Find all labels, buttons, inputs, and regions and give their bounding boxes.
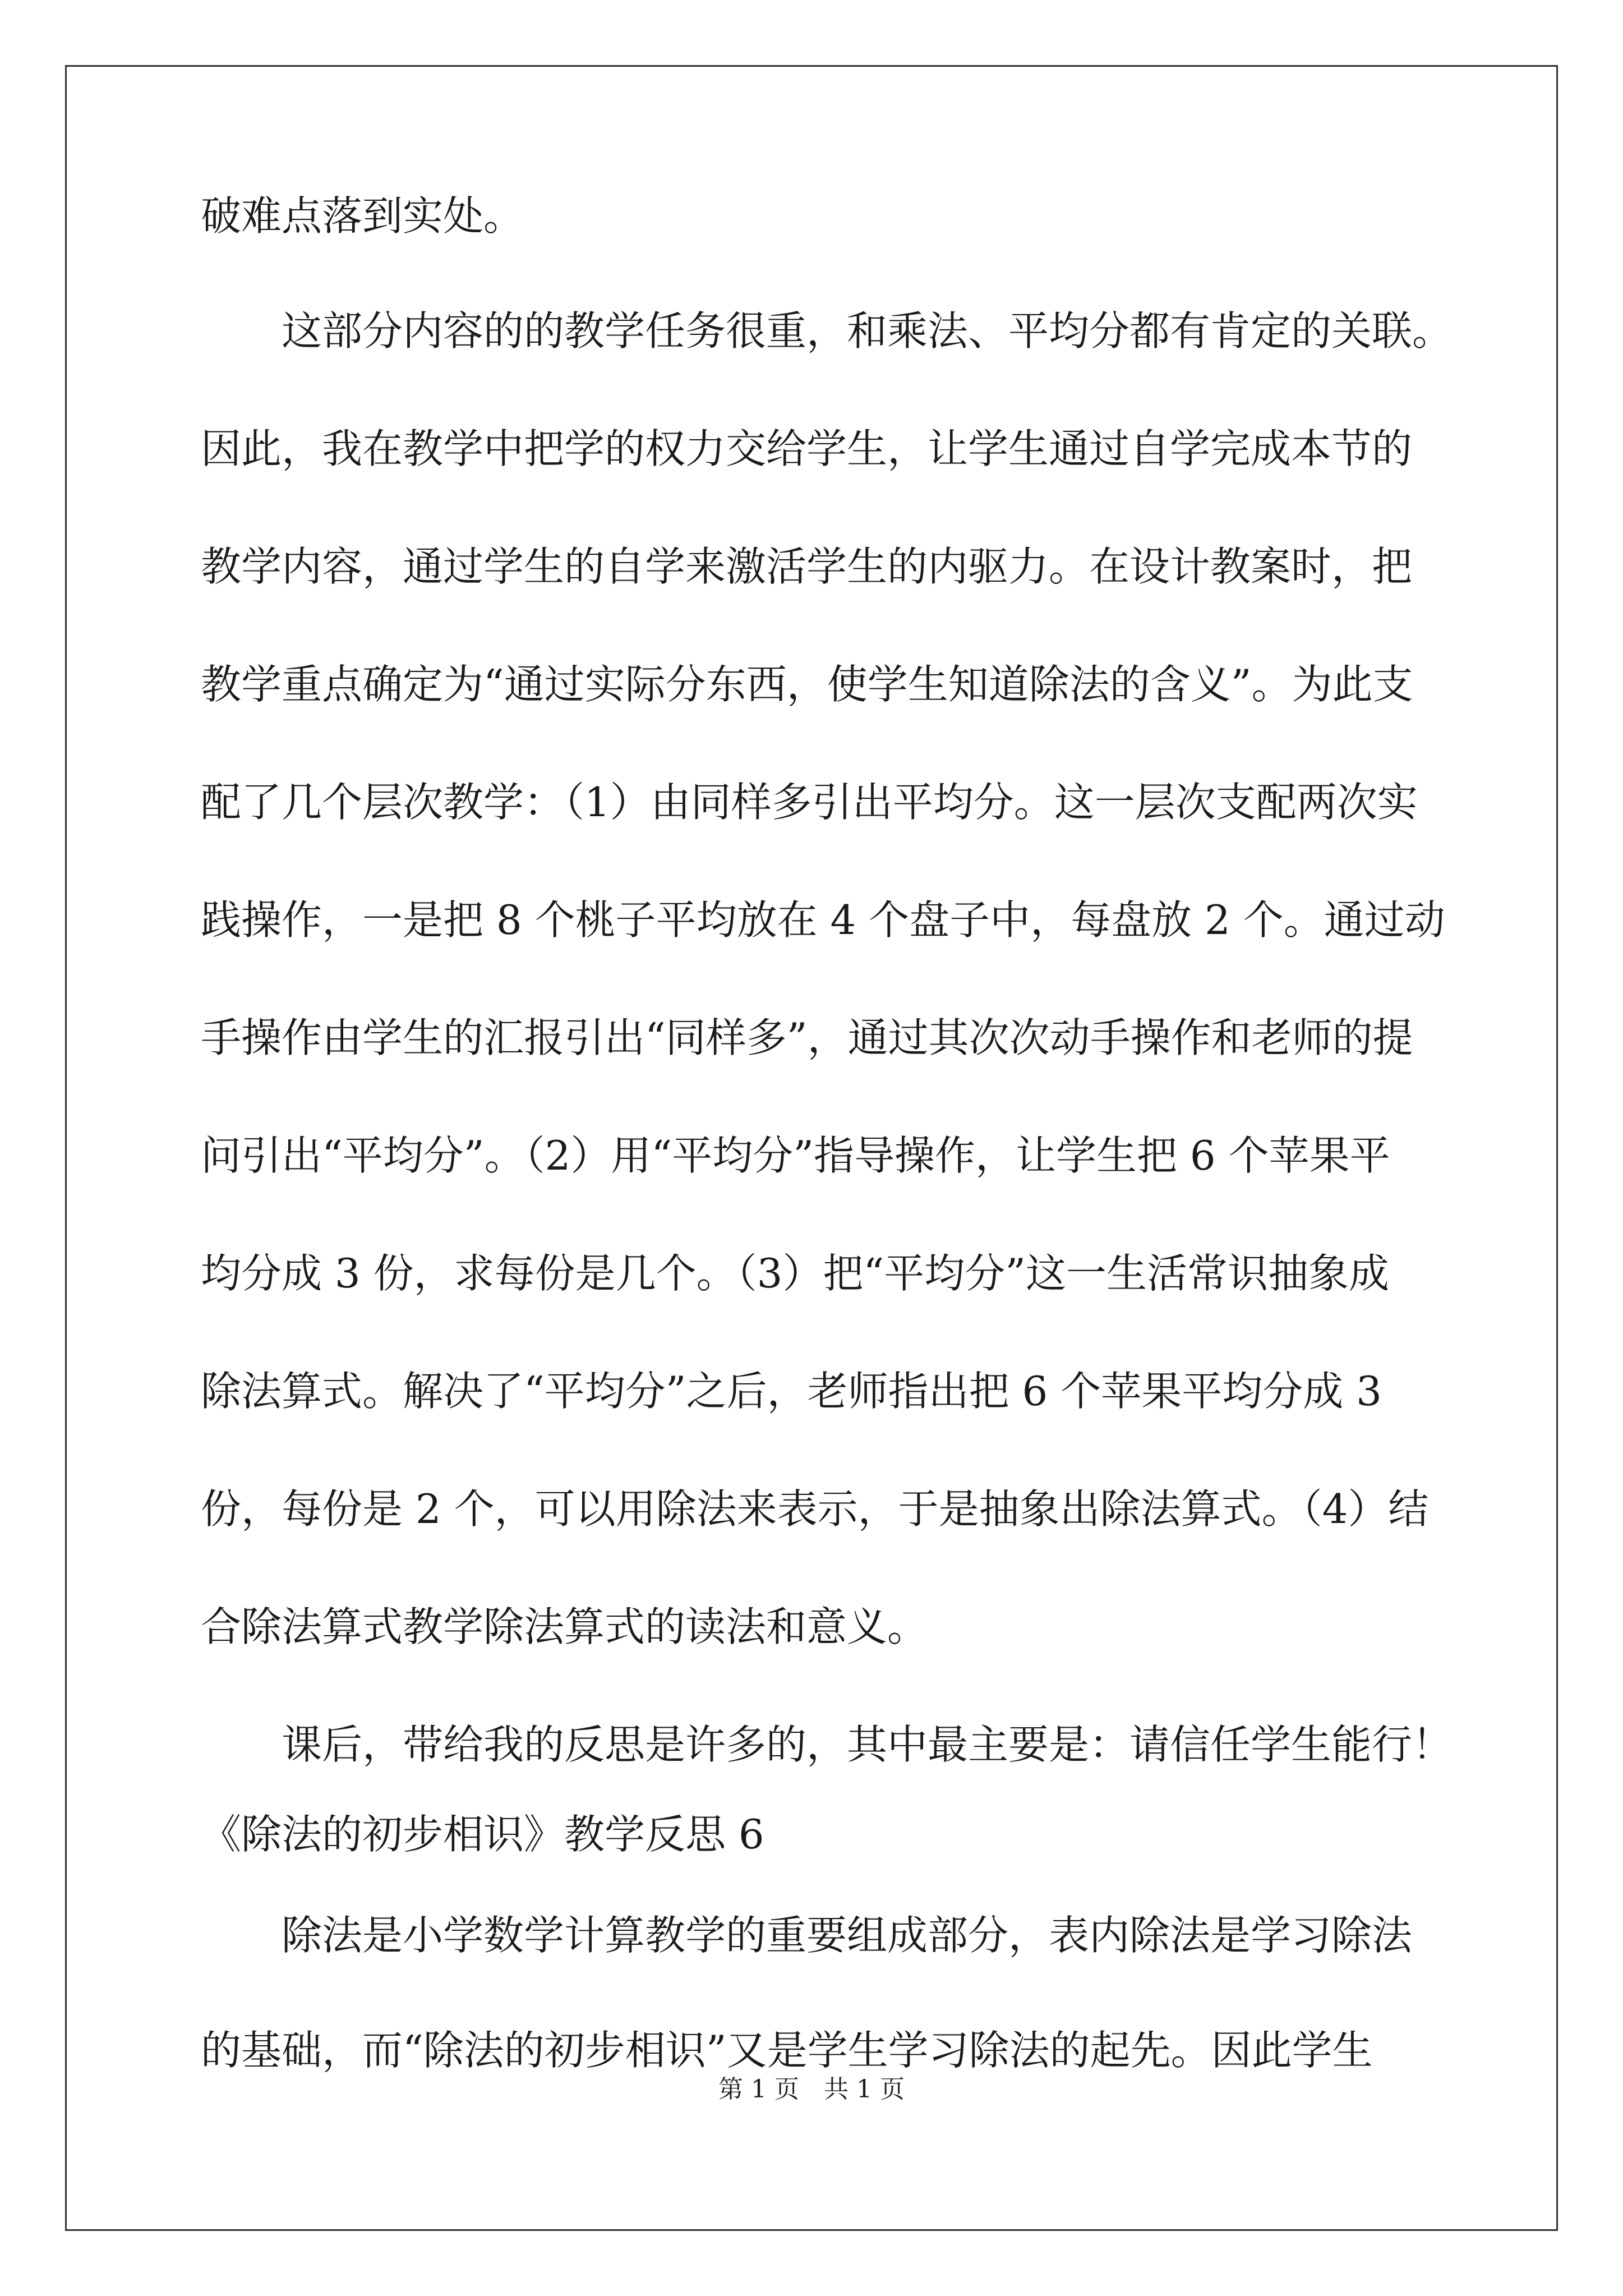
text-line: 配了几个层次教学：（1）由同样多引出平均分。这一层次支配两次实 [201, 779, 1418, 826]
text-line: 课后，带给我的反思是许多的，其中最主要是：请信任学生能行！ [282, 1721, 1453, 1768]
text-line: 因此，我在教学中把学的权力交给学生，让学生通过自学完成本节的 [201, 425, 1413, 472]
page-footer: 第 1 页 共 1 页 [718, 2075, 905, 2104]
text-line: 问引出“平均分”。（2）用“平均分”指导操作，让学生把 6 个苹果平 [201, 1132, 1390, 1179]
text-line: 合除法算式教学除法算式的读法和意义。 [201, 1603, 928, 1650]
text-line: 均分成 3 份，求每份是几个。（3）把“平均分”这一生活常识抽象成 [201, 1250, 1390, 1297]
text-line: 除法是小学数学计算教学的重要组成部分，表内除法是学习除法 [282, 1912, 1413, 1959]
text-line: 教学内容，通过学生的自学来激活学生的内驱力。在设计教案时，把 [201, 543, 1413, 590]
text-line: 教学重点确定为“通过实际分东西，使学生知道除法的含义”。为此支 [201, 661, 1413, 708]
text-line: 破难点落到实处。 [201, 192, 524, 240]
section-heading: 《除法的初步相识》教学反思 6 [201, 1811, 764, 1858]
text-line: 的基础，而“除法的初步相识”又是学生学习除法的起先。因此学生 [201, 2027, 1373, 2074]
text-line: 除法算式。解决了“平均分”之后，老师指出把 6 个苹果平均分成 3 [201, 1368, 1382, 1415]
text-line: 这部分内容的的教学任务很重，和乘法、平均分都有肯定的关联。 [282, 307, 1453, 355]
text-line: 份，每份是 2 个，可以用除法来表示，于是抽象出除法算式。（4）结 [201, 1485, 1429, 1533]
text-line: 践操作，一是把 8 个桃子平均放在 4 个盘子中，每盘放 2 个。通过动 [201, 896, 1445, 944]
text-line: 手操作由学生的汇报引出“同样多”，通过其次次动手操作和老师的提 [201, 1014, 1413, 1061]
